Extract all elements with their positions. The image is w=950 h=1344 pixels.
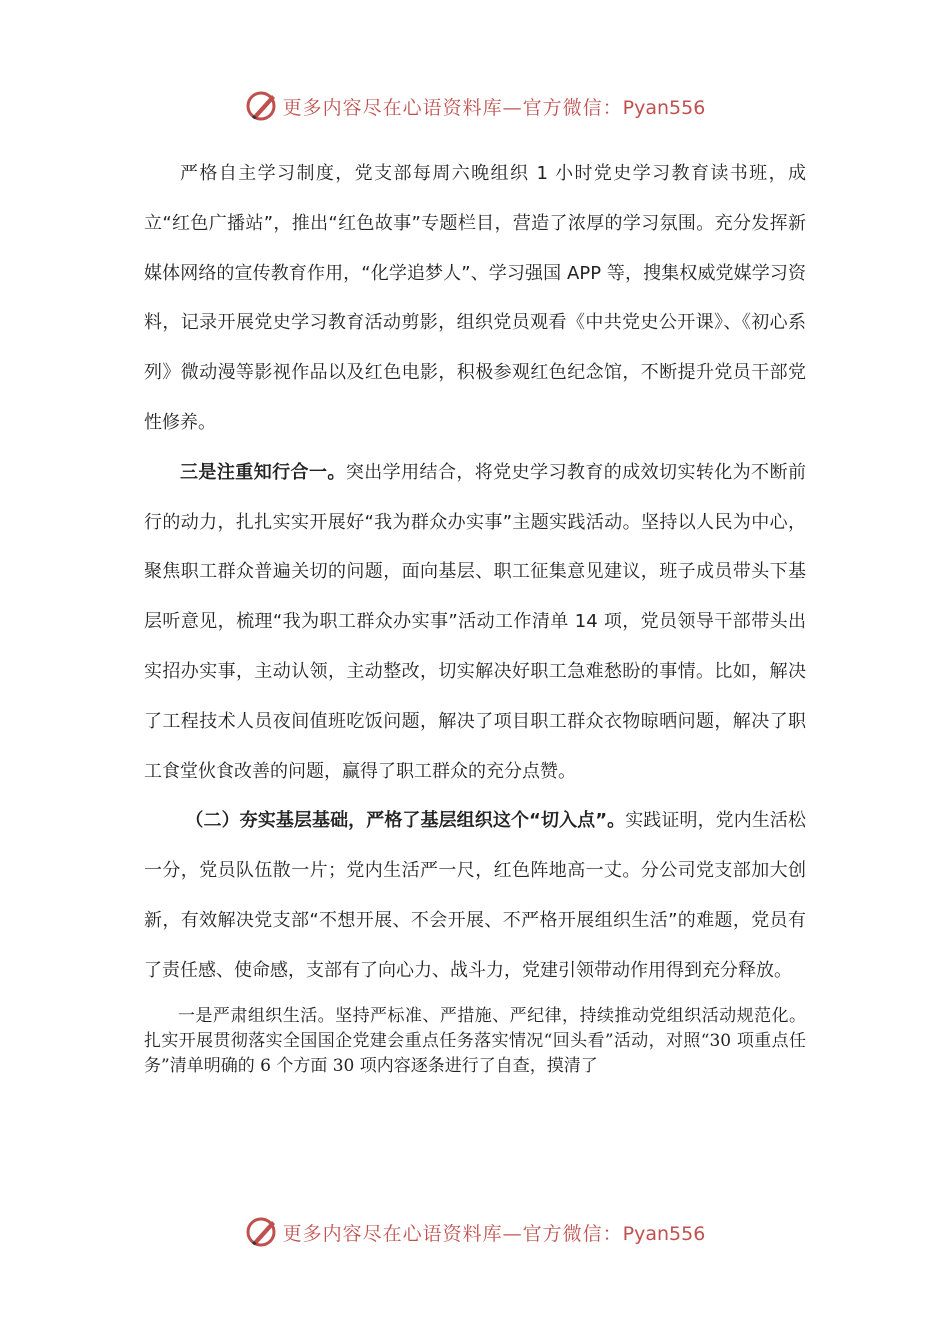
section-heading: （二）夯实基层基础，严格了基层组织这个“切入点”。 bbox=[185, 810, 626, 832]
paragraph-body-text: 实践证明，党内生活松一分，党员队伍散一片；党内生活严一尺，红色阵地高一丈。分公司党支部加大创新，有效解决党支部“不想开展、不会开展、不严格开展组织生活”的难题，党员有了责任感、使命感，支部有了向心力、战斗力，党建引领带动作用得到充分释放。 bbox=[144, 810, 806, 981]
paragraph-grassroots-foundation bbox=[144, 796, 806, 995]
document-body bbox=[144, 149, 806, 1079]
watermark-text bbox=[283, 93, 706, 120]
header-watermark bbox=[0, 84, 950, 128]
paragraph-organizational-life: 一是严肃组织生活。坚持严标准、严措施、严纪律，持续推动党组织活动规范化。扎实开展贯彻落实全国国企党建会重点任务落实情况“回头看”活动，对照“30 项重点任务”清单明确的 6 个方面 30 项内容逐条进行了自查，摸清了 bbox=[144, 1005, 806, 1076]
paragraph-body-text: 突出学用结合，将党史学习教育的成效切实转化为不断前行的动力，扎扎实实开展好“我为群众办实事”主题实践活动。坚持以人民为中心，聚焦职工群众普遍关切的问题，面向基层、职工征集意见建议，班子成员带头下基层听意见，梳理“我为职工群众办实事”活动工作清单 14 项，党员领导干部带头出实招办实事，主动认领，主动整改，切实解决好职工急难愁盼的事情。比如，解决了工程技术人员夜间值班吃饭问题，解决了项目职工群众衣物晾晒问题，解决了职工食堂伙食改善的问题，赢得了职工群众的充分点赞。 bbox=[144, 461, 807, 782]
paragraph-lead-heading: 三是注重知行合一。 bbox=[180, 461, 346, 483]
pen-seal-logo-icon bbox=[245, 1215, 279, 1249]
wechat-id: Pyan556 bbox=[622, 1222, 706, 1245]
watermark-label: 更多内容尽在心语资料库—官方微信： bbox=[282, 96, 623, 119]
paragraph-reading-system: 严格自主学习制度，党支部每周六晚组织 1 小时党史学习教育读书班，成立“红色广播站”，推出“红色故事”专题栏目，营造了浓厚的学习氛围。充分发挥新媒体网络的宣传教育作用，“化学追梦人”、学习强国 APP 等，搜集权威党媒学习资料，记录开展党史学习教育活动剪影，组织党员观看《中共党史公开课》、《初心系列》微动漫等影视作品以及红色电影，积极参观红色纪念馆，不断提升党员干部党性修养。 bbox=[144, 163, 806, 433]
paragraph-unity-of-knowledge-action bbox=[144, 448, 806, 797]
watermark-text bbox=[283, 1219, 706, 1246]
footer-watermark bbox=[0, 1210, 950, 1254]
wechat-id: Pyan556 bbox=[622, 96, 706, 119]
pen-seal-logo-icon bbox=[245, 89, 279, 123]
watermark-label: 更多内容尽在心语资料库—官方微信： bbox=[282, 1222, 623, 1245]
